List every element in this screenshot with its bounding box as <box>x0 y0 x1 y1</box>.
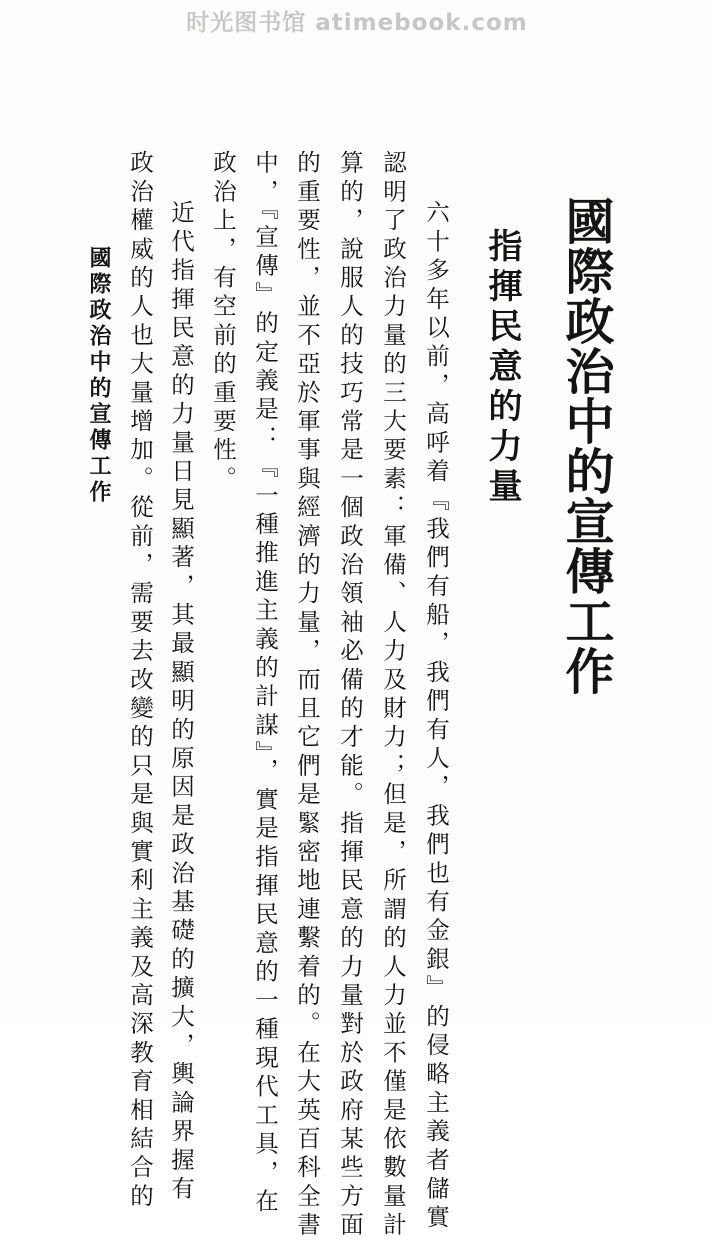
article-subtitle: 指揮民意的力量 <box>482 228 522 508</box>
body-column: 算的，說服人的技巧常是一個政治領袖必備的才能。指揮民意的力量對於政府某些方面 <box>336 150 364 1241</box>
body-column: 政治權威的人也大量增加。從前，需要去改變的只是與實利主義及高深教育相結合的 <box>126 150 154 1212</box>
running-footer-title: 國際政治中的宣傳工作 <box>86 246 112 506</box>
body-column: 六十多年以前，高呼着『我們有船，我們有人，我們也有金銀』的侵略主義者儲實 <box>422 200 450 1234</box>
body-column: 政治上，有空前的重要性。 <box>209 150 237 495</box>
article-title: 國際政治中的宣傳工作 <box>558 196 616 696</box>
watermark: 时光图书馆 atimebook.com <box>186 10 528 36</box>
body-column: 近代指揮民意的力量日見顯著，其最顯明的原因是政治基礎的擴大，輿論界握有 <box>167 200 195 1205</box>
body-column: 認明了政治力量的三大要素：軍備、人力及財力；但是，所謂的人力並不僅是依數量計 <box>379 150 407 1241</box>
body-column: 的重要性，並不亞於軍事與經濟的力量，而且它們是緊密地連繫着的。在大英百科全書 <box>293 150 321 1241</box>
body-column: 中，『宣傳』的定義是：『一種推進主義的計謀』，實是指揮民意的一種現代工具，在 <box>251 150 279 1218</box>
